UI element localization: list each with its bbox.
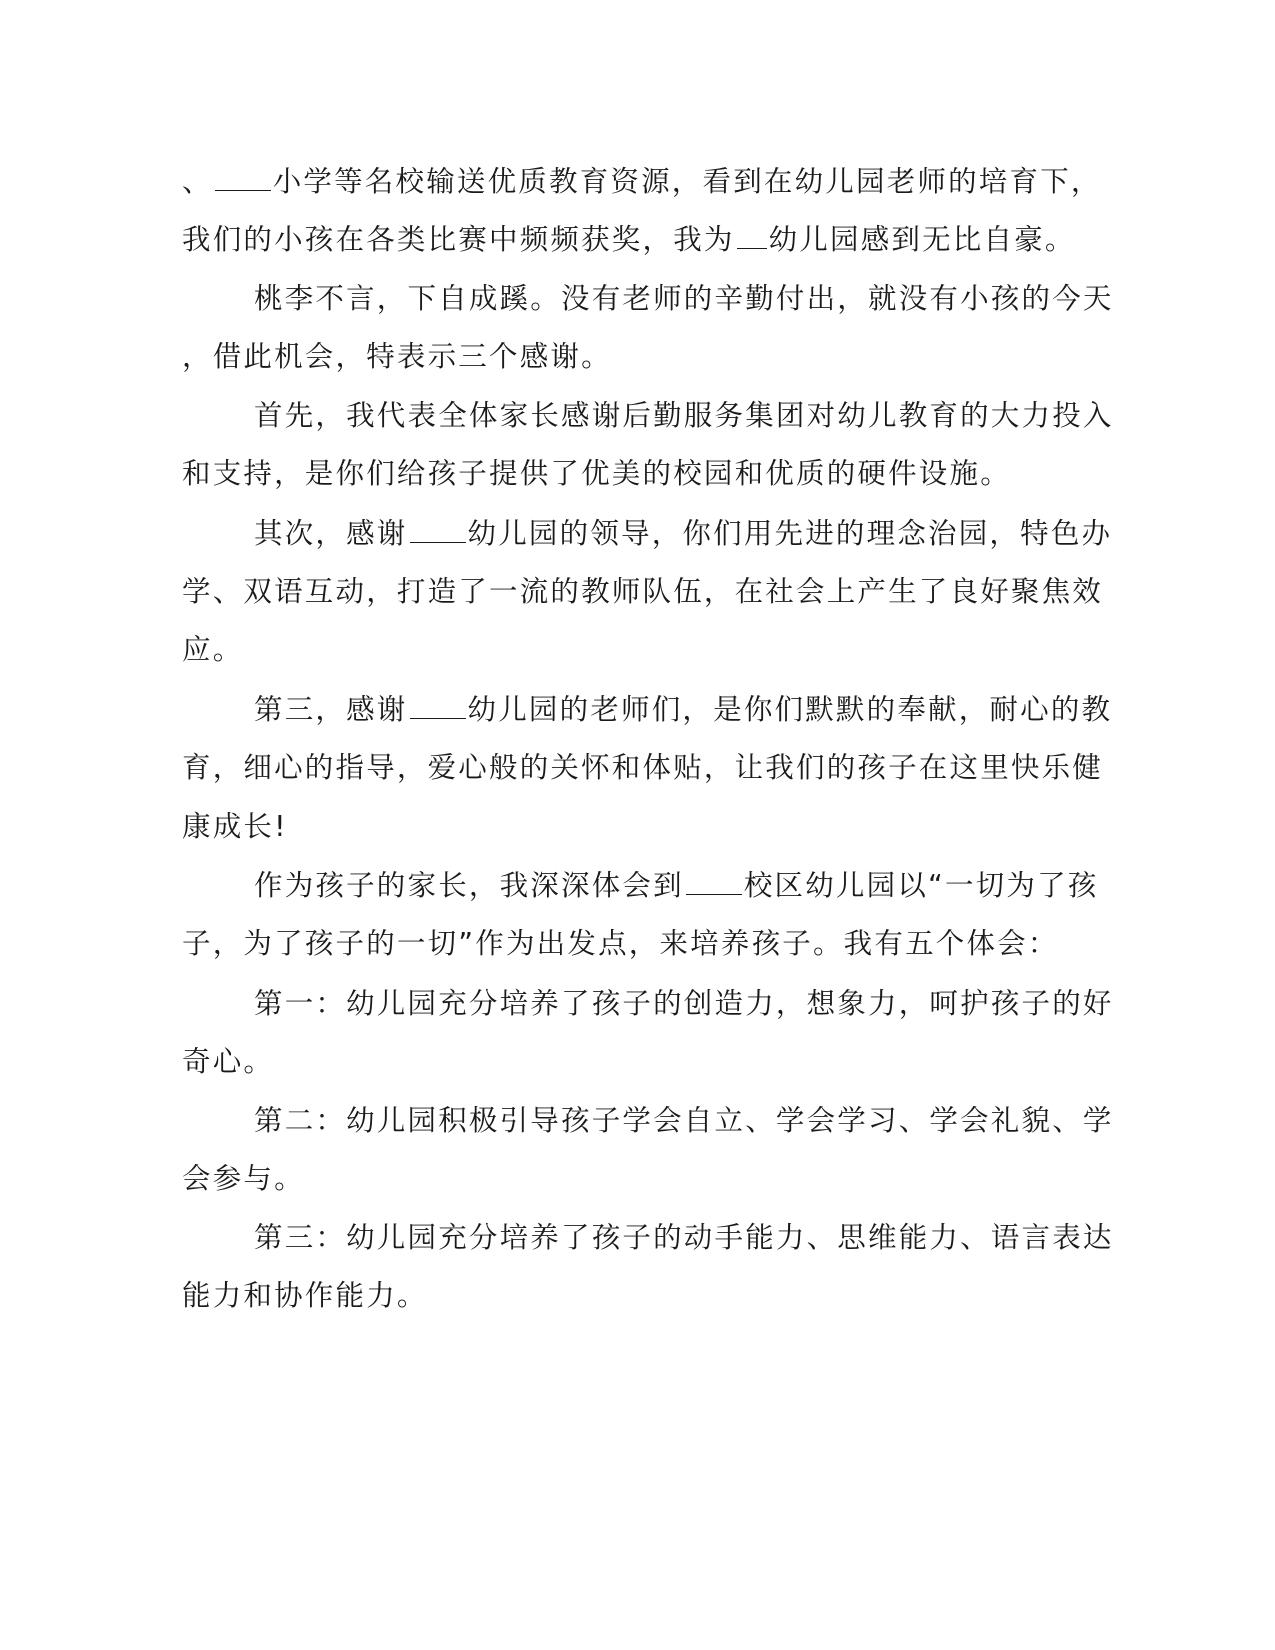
paragraph-8-line-2: 会参与。 xyxy=(182,1162,305,1195)
fill-in-blank xyxy=(410,688,466,719)
paragraph-4-line-3: 应。 xyxy=(182,633,244,666)
text-segment: 幼儿园感到无比自豪。 xyxy=(768,223,1076,256)
paragraph-7-line-1: 第一：幼儿园充分培养了孩子的创造力，想象力，呵护孩子的好 xyxy=(254,987,1114,1020)
paragraph-4-line-1 xyxy=(254,512,1112,556)
text-segment: 幼儿园的老师们，是你们默默的奉献，耐心的教 xyxy=(467,693,1113,726)
fill-in-blank xyxy=(737,218,767,249)
text-segment: 小学等名校输送优质教育资源，看到在幼儿园老师的培育下， xyxy=(272,165,1102,198)
paragraph-6-line-2: 子，为了孩子的一切”作为出发点，来培养孩子。我有五个体会： xyxy=(182,927,1059,960)
paragraph-2-line-2: ，借此机会，特表示三个感谢。 xyxy=(182,340,612,373)
text-segment: 第三，感谢 xyxy=(254,693,408,726)
paragraph-8-line-1: 第二：幼儿园积极引导孩子学会自立、学会学习、学会礼貌、学 xyxy=(254,1104,1114,1137)
text-segment: 作为孩子的家长，我深深体会到 xyxy=(254,869,684,902)
paragraph-9-line-2: 能力和协作能力。 xyxy=(182,1279,428,1312)
paragraph-5-line-1 xyxy=(254,688,1112,732)
paragraph-3-line-1: 首先，我代表全体家长感谢后勤服务集团对幼儿教育的大力投入 xyxy=(254,399,1114,432)
fill-in-blank xyxy=(686,864,742,895)
paragraph-2-line-1: 桃李不言，下自成蹊。没有老师的辛勤付出，就没有小孩的今天 xyxy=(254,282,1114,315)
text-segment: 校区幼儿园以“一切为了孩 xyxy=(743,869,1099,902)
paragraph-7-line-2: 奇心。 xyxy=(182,1045,275,1078)
text-segment: 、 xyxy=(182,165,213,198)
text-segment: 其次，感谢 xyxy=(254,517,408,550)
text-segment: 幼儿园的领导，你们用先进的理念治园，特色办 xyxy=(467,517,1113,550)
paragraph-6-line-1 xyxy=(254,864,1098,908)
paragraph-4-line-2: 学、双语互动，打造了一流的教师队伍，在社会上产生了良好聚焦效 xyxy=(182,575,1104,608)
paragraph-5-line-2: 育，细心的指导，爱心般的关怀和体贴，让我们的孩子在这里快乐健 xyxy=(182,751,1104,784)
paragraph-1-line-1 xyxy=(182,160,1102,204)
fill-in-blank xyxy=(215,160,271,191)
paragraph-5-line-3: 康成长! xyxy=(182,810,288,843)
paragraph-1-line-2 xyxy=(182,218,1076,262)
paragraph-9-line-1: 第三：幼儿园充分培养了孩子的动手能力、思维能力、语言表达 xyxy=(254,1221,1114,1254)
paragraph-3-line-2: 和支持，是你们给孩子提供了优美的校园和优质的硬件设施。 xyxy=(182,457,1011,490)
fill-in-blank xyxy=(410,512,466,543)
text-segment: 我们的小孩在各类比赛中频频获奖，我为 xyxy=(182,223,735,256)
